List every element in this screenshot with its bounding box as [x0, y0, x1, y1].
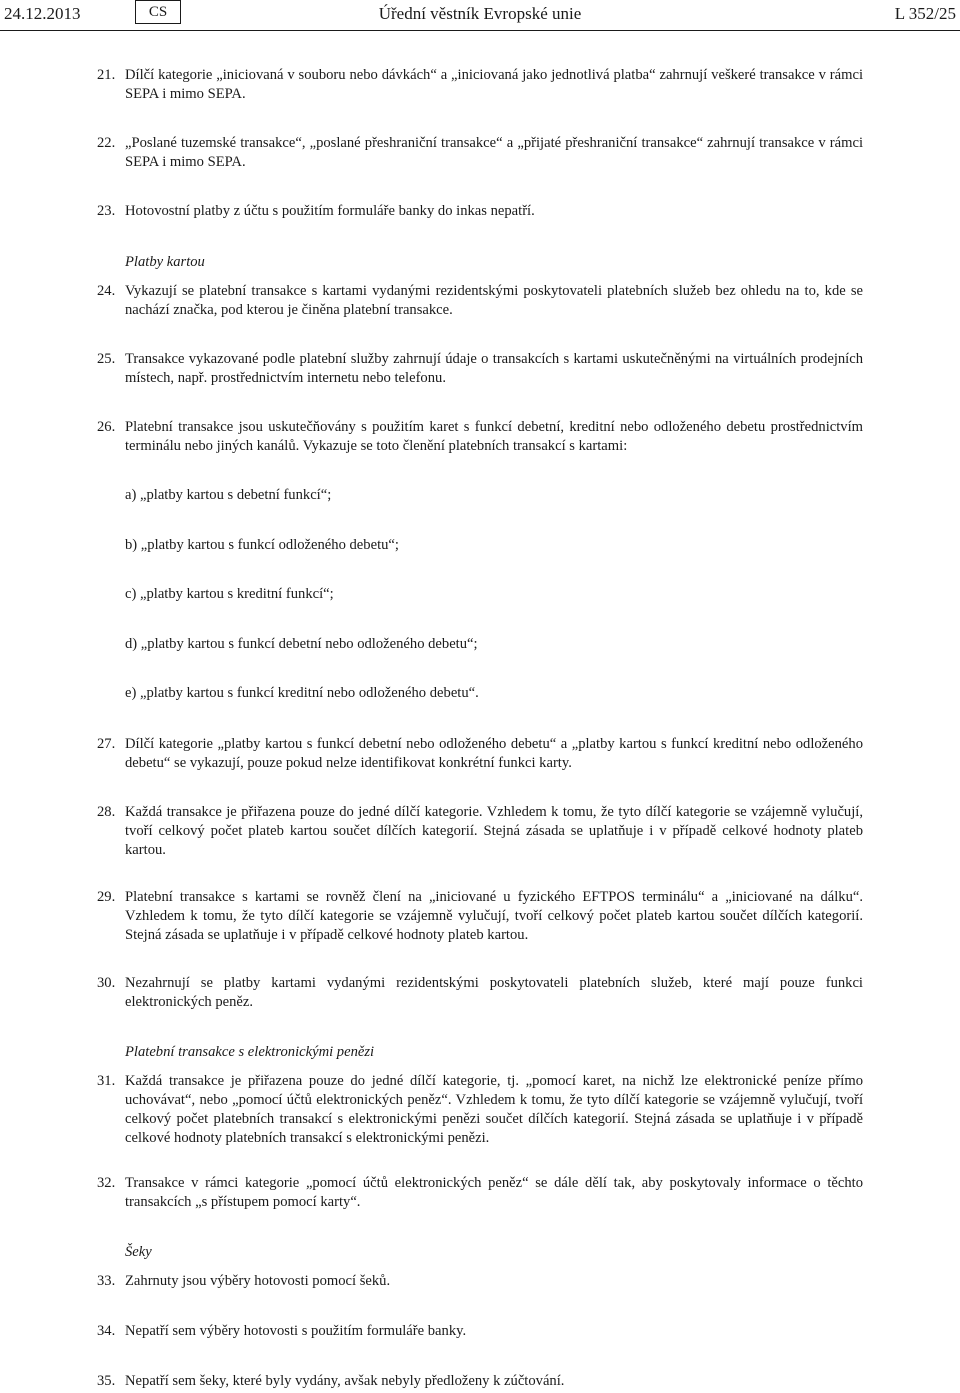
paragraph-number: 26. — [97, 419, 116, 435]
paragraph-26 — [97, 418, 863, 456]
paragraph-35 — [97, 1372, 863, 1391]
paragraph-22 — [97, 134, 863, 172]
paragraph-number: 33. — [97, 1273, 116, 1289]
paragraph-number: 30. — [97, 975, 116, 991]
paragraph-text: Hotovostní platby z účtu s použitím formuláře banky do inkas nepatří. — [125, 203, 535, 219]
paragraph-32 — [97, 1174, 863, 1212]
paragraph-number: 25. — [97, 351, 116, 367]
paragraph-29 — [97, 888, 863, 945]
paragraph-text: „Poslané tuzemské transakce“, „poslané přeshraniční transakce“ a „přijaté přeshraniční transakce“ zahrnují transakce v rámci SEPA i mimo SEPA. — [125, 135, 863, 170]
paragraph-25 — [97, 350, 863, 388]
paragraph-text: Platební transakce jsou uskutečňovány s použitím karet s funkcí debetní, kreditní nebo odloženého debetu prostřednictvím terminálu nebo jiných kanálů. Vykazuje se toto členění platebních transakcí s kartami: — [125, 419, 863, 454]
section-heading-emoney: Platební transakce s elektronickými penězi — [125, 1044, 375, 1060]
paragraph-text: Nepatří sem výběry hotovosti s použitím formuláře banky. — [125, 1323, 467, 1339]
paragraph-27 — [97, 735, 863, 773]
paragraph-text: Dílčí kategorie „platby kartou s funkcí debetní nebo odloženého debetu“ a „platby kartou s funkcí kreditní nebo odloženého debetu“ se vykazují, pouze pokud nelze identifikovat konkrétní funkci karty. — [125, 736, 863, 771]
section-heading-cards: Platby kartou — [125, 254, 205, 270]
page-header — [0, 0, 960, 30]
paragraph-24 — [97, 282, 863, 320]
paragraph-number: 35. — [97, 1373, 116, 1389]
journal-title: Úřední věstník Evropské unie — [378, 4, 582, 23]
paragraph-text: Dílčí kategorie „iniciovaná v souboru nebo dávkách“ a „iniciovaná jako jednotlivá platba“ zahrnují veškeré transakce v rámci SEPA i mimo SEPA. — [125, 67, 863, 102]
paragraph-number: 32. — [97, 1175, 116, 1191]
list-item-b: b) „platby kartou s funkcí odloženého debetu“; — [125, 537, 399, 553]
paragraph-number: 24. — [97, 283, 116, 299]
paragraph-number: 23. — [97, 203, 116, 219]
paragraph-text: Transakce v rámci kategorie „pomocí účtů elektronických peněz“ se dále dělí tak, aby poskytovaly informace o těchto transakcích „s přístupem pomocí karty“. — [125, 1175, 863, 1210]
paragraph-text: Platební transakce s kartami se rovněž člení na „iniciované u fyzického EFTPOS terminálu“ a „iniciované na dálku“. Vzhledem k tomu, že tyto dílčí kategorie se vzájemně vylučují, tvoří celkový počet plateb kartou součet dílčích kategorií. Stejná zásada se uplatňuje i v případě celkové hodnoty plateb kartou. — [125, 889, 863, 943]
page-reference: L 352/25 — [894, 4, 956, 23]
paragraph-23 — [97, 202, 863, 221]
paragraph-number: 27. — [97, 736, 116, 752]
paragraph-31 — [97, 1072, 863, 1148]
paragraph-text: Každá transakce je přiřazena pouze do jedné dílčí kategorie. Vzhledem k tomu, že tyto dílčí kategorie se vzájemně vylučují, tvoří celkový počet plateb kartou součet dílčích kategorií. Stejná zásada se uplatňuje i v případě celkové hodnoty plateb kartou. — [125, 804, 863, 858]
paragraph-21 — [97, 66, 863, 104]
header-rule — [0, 30, 960, 31]
paragraph-33 — [97, 1272, 863, 1291]
publication-date: 24.12.2013 — [4, 4, 81, 23]
paragraph-28 — [97, 803, 863, 860]
paragraph-text: Transakce vykazované podle platební služby zahrnují údaje o transakcích s kartami uskutečněnými na virtuálních prodejních místech, např. prostřednictvím internetu nebo telefonu. — [125, 351, 863, 386]
list-item-e: e) „platby kartou s funkcí kreditní nebo odloženého debetu“. — [125, 685, 479, 701]
paragraph-number: 22. — [97, 135, 116, 151]
paragraph-text: Nezahrnují se platby kartami vydanými rezidentskými poskytovateli platebních služeb, které mají pouze funkci elektronických peněz. — [125, 975, 863, 1010]
paragraph-number: 34. — [97, 1323, 116, 1339]
paragraph-text: Vykazují se platební transakce s kartami vydanými rezidentskými poskytovateli platebních služeb bez ohledu na to, kde se nachází značka, pod kterou je činěna platební transakce. — [125, 283, 863, 318]
list-item-d: d) „platby kartou s funkcí debetní nebo odloženého debetu“; — [125, 636, 478, 652]
paragraph-34 — [97, 1322, 863, 1341]
paragraph-text: Nepatří sem šeky, které byly vydány, avšak nebyly předloženy k zúčtování. — [125, 1373, 565, 1389]
paragraph-text: Každá transakce je přiřazena pouze do jedné dílčí kategorie, tj. „pomocí karet, na nichž lze elektronické peníze přímo uchovávat“, nebo „pomocí účtů elektronických peněz“. Vzhledem k tomu, že tyto dílčí kategorie se vzájemně vylučují, tvoří celkový počet platebních transakcí s elektronickými penězi součet dílčích kategorií. Stejná zásada se uplatňuje i v případě celkové hodnoty platebních transakcí s elektronickými penězi. — [125, 1073, 863, 1146]
paragraph-text: Zahrnuty jsou výběry hotovosti pomocí šeků. — [125, 1273, 391, 1289]
paragraph-number: 29. — [97, 889, 116, 905]
paragraph-number: 21. — [97, 67, 116, 83]
paragraph-30 — [97, 974, 863, 1012]
list-item-c: c) „platby kartou s kreditní funkcí“; — [125, 586, 334, 602]
paragraph-number: 28. — [97, 804, 116, 820]
paragraph-number: 31. — [97, 1073, 116, 1089]
language-badge: CS — [135, 0, 181, 24]
list-item-a: a) „platby kartou s debetní funkcí“; — [125, 487, 332, 503]
section-heading-cheques: Šeky — [125, 1244, 152, 1260]
